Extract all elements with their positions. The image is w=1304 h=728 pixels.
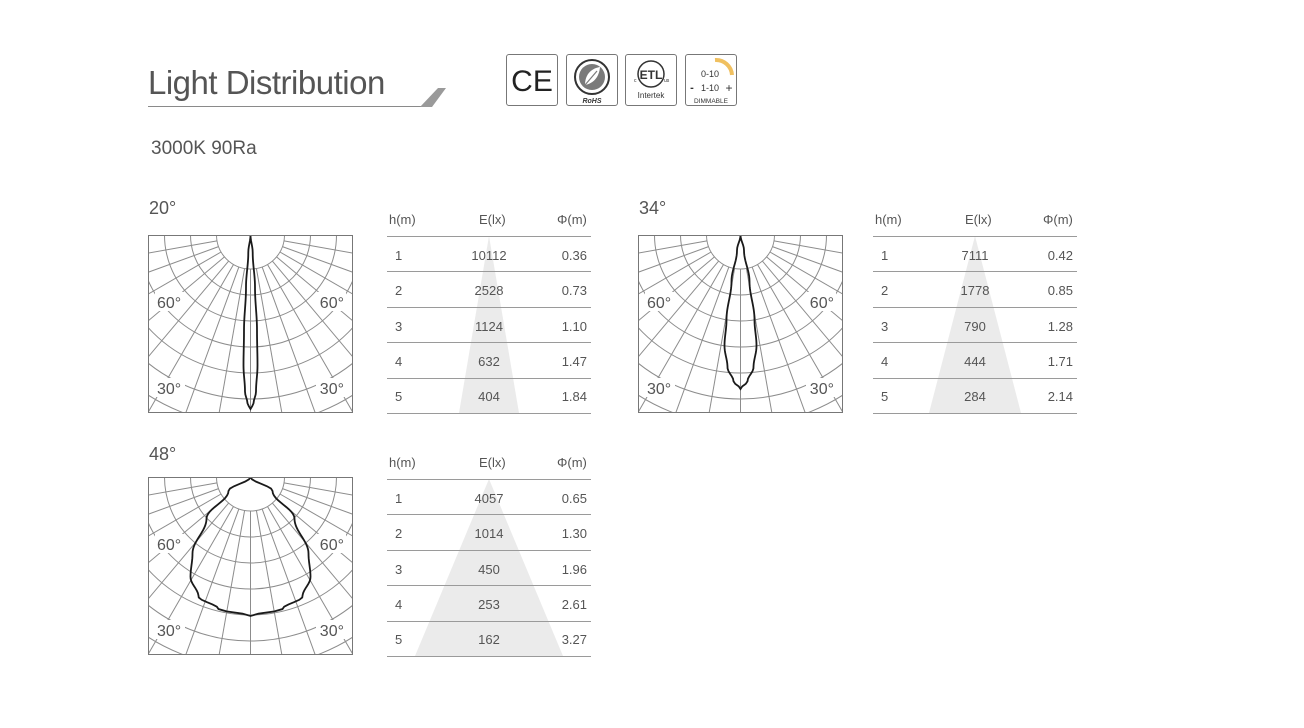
cell-diameter: 1.96 (561, 561, 587, 577)
cell-diameter: 1.10 (561, 318, 587, 334)
height-header: h(m) (389, 455, 416, 470)
height-header: h(m) (875, 212, 902, 227)
row-divider (873, 271, 1077, 272)
cell-diameter: 0.36 (561, 248, 587, 263)
title-accent (418, 88, 448, 108)
cell-diameter: 1.30 (561, 526, 587, 542)
angle-30-left: 30° (647, 381, 672, 398)
dim-plus-text: + (725, 81, 733, 95)
page-title: Light Distribution (148, 64, 385, 101)
row-divider (387, 621, 591, 622)
cell-diameter: 0.65 (561, 491, 587, 506)
ce-text: CE (511, 65, 553, 98)
polar-diagram (148, 235, 353, 413)
cell-illuminance: 1778 (960, 283, 990, 299)
cell-diameter: 2.61 (561, 596, 587, 612)
beam-angle-label: 20° (149, 198, 177, 218)
row-divider (387, 479, 591, 480)
etl-intertek-text: Intertek (637, 91, 665, 100)
row-divider (873, 236, 1077, 237)
cell-illuminance: 1124 (475, 318, 503, 334)
illuminance-table (873, 212, 1077, 412)
row-divider (387, 342, 591, 343)
illuminance-header: E(lx) (479, 455, 506, 470)
cell-diameter: 1.28 (1047, 318, 1073, 334)
diameter-header: Φ(m) (557, 212, 587, 227)
illuminance-table (387, 212, 591, 412)
polar-diagram (148, 477, 353, 655)
cell-height: 1 (881, 248, 889, 263)
dim-range-text: 0-10 (700, 69, 720, 79)
cell-height: 3 (395, 318, 403, 334)
row-divider (387, 307, 591, 308)
cell-height: 2 (395, 283, 403, 299)
row-divider (387, 271, 591, 272)
ce-mark-icon (507, 55, 557, 105)
row-divider (873, 342, 1077, 343)
diameter-header: Φ(m) (1043, 212, 1073, 227)
dim-level-text: 1-10 (700, 83, 720, 93)
row-divider (873, 307, 1077, 308)
cell-height: 1 (395, 248, 403, 263)
cell-illuminance: 7111 (961, 248, 989, 263)
title-underline (148, 106, 430, 107)
cell-diameter: 1.47 (561, 353, 587, 369)
cell-diameter: 2.14 (1047, 389, 1073, 405)
cell-illuminance: 444 (964, 353, 986, 369)
cell-height: 4 (395, 353, 403, 369)
beam-angle-label: 34° (639, 198, 667, 218)
cell-diameter: 0.85 (1047, 283, 1073, 299)
cell-height: 3 (881, 318, 889, 334)
cell-diameter: 3.27 (561, 632, 587, 648)
angle-60-right: 60° (319, 295, 344, 312)
cell-height: 5 (395, 632, 403, 648)
ce-badge (506, 54, 558, 106)
angle-30-left: 30° (157, 381, 182, 398)
etl-text: ETL (639, 68, 663, 82)
row-divider (873, 378, 1077, 379)
row-divider (387, 585, 591, 586)
etl-listed-icon (626, 55, 676, 105)
cell-height: 3 (395, 561, 403, 577)
color-spec: 3000K 90Ra (151, 138, 257, 159)
angle-60-left: 60° (647, 295, 672, 312)
angle-60-left: 60° (157, 537, 182, 554)
cell-illuminance: 4057 (474, 491, 504, 506)
row-divider (387, 514, 591, 515)
etl-us-text: us (664, 78, 670, 84)
cell-height: 5 (395, 389, 403, 405)
diameter-header: Φ(m) (557, 455, 587, 470)
rohs-badge (566, 54, 618, 106)
light-cone (873, 212, 1077, 414)
cell-illuminance: 404 (478, 389, 500, 405)
angle-60-left: 60° (157, 295, 182, 312)
angle-30-right: 30° (319, 623, 344, 640)
dimmable-icon (686, 55, 736, 105)
light-cone (387, 212, 591, 414)
cell-diameter: 0.42 (1047, 248, 1073, 263)
row-divider (387, 236, 591, 237)
etl-c-text: c (634, 78, 637, 84)
angle-30-right: 30° (319, 381, 344, 398)
dimmable-text: DIMMABLE (694, 98, 728, 105)
illuminance-header: E(lx) (965, 212, 992, 227)
illuminance-header: E(lx) (479, 212, 506, 227)
angle-60-right: 60° (809, 295, 834, 312)
cell-illuminance: 2528 (474, 283, 504, 299)
row-divider (387, 413, 591, 414)
angle-30-left: 30° (157, 623, 182, 640)
cell-height: 4 (395, 596, 403, 612)
cell-illuminance: 162 (478, 632, 500, 648)
beam-angle-label: 48° (149, 444, 177, 464)
rohs-leaf-icon (567, 55, 617, 105)
cell-illuminance: 253 (478, 596, 500, 612)
cell-height: 2 (395, 526, 403, 542)
cell-height: 1 (395, 491, 403, 506)
height-header: h(m) (389, 212, 416, 227)
light-cone (387, 455, 591, 657)
row-divider (873, 413, 1077, 414)
cell-illuminance: 1014 (474, 526, 504, 542)
cell-illuminance: 790 (964, 318, 986, 334)
row-divider (387, 550, 591, 551)
cell-height: 2 (881, 283, 889, 299)
angle-30-right: 30° (809, 381, 834, 398)
cell-illuminance: 10112 (471, 248, 507, 263)
dim-minus-text: - (690, 82, 694, 94)
illuminance-table (387, 455, 591, 655)
cell-illuminance: 450 (478, 561, 500, 577)
dimmable-badge (685, 54, 737, 106)
rohs-text: RoHS (582, 98, 602, 105)
row-divider (387, 378, 591, 379)
angle-60-right: 60° (319, 537, 344, 554)
row-divider (387, 656, 591, 657)
polar-diagram (638, 235, 843, 413)
cell-illuminance: 284 (964, 389, 986, 405)
etl-badge (625, 54, 677, 106)
cell-height: 5 (881, 389, 889, 405)
cell-diameter: 1.84 (561, 389, 587, 405)
cell-height: 4 (881, 353, 889, 369)
cell-illuminance: 632 (478, 353, 500, 369)
cell-diameter: 0.73 (561, 283, 587, 299)
cell-diameter: 1.71 (1047, 353, 1073, 369)
